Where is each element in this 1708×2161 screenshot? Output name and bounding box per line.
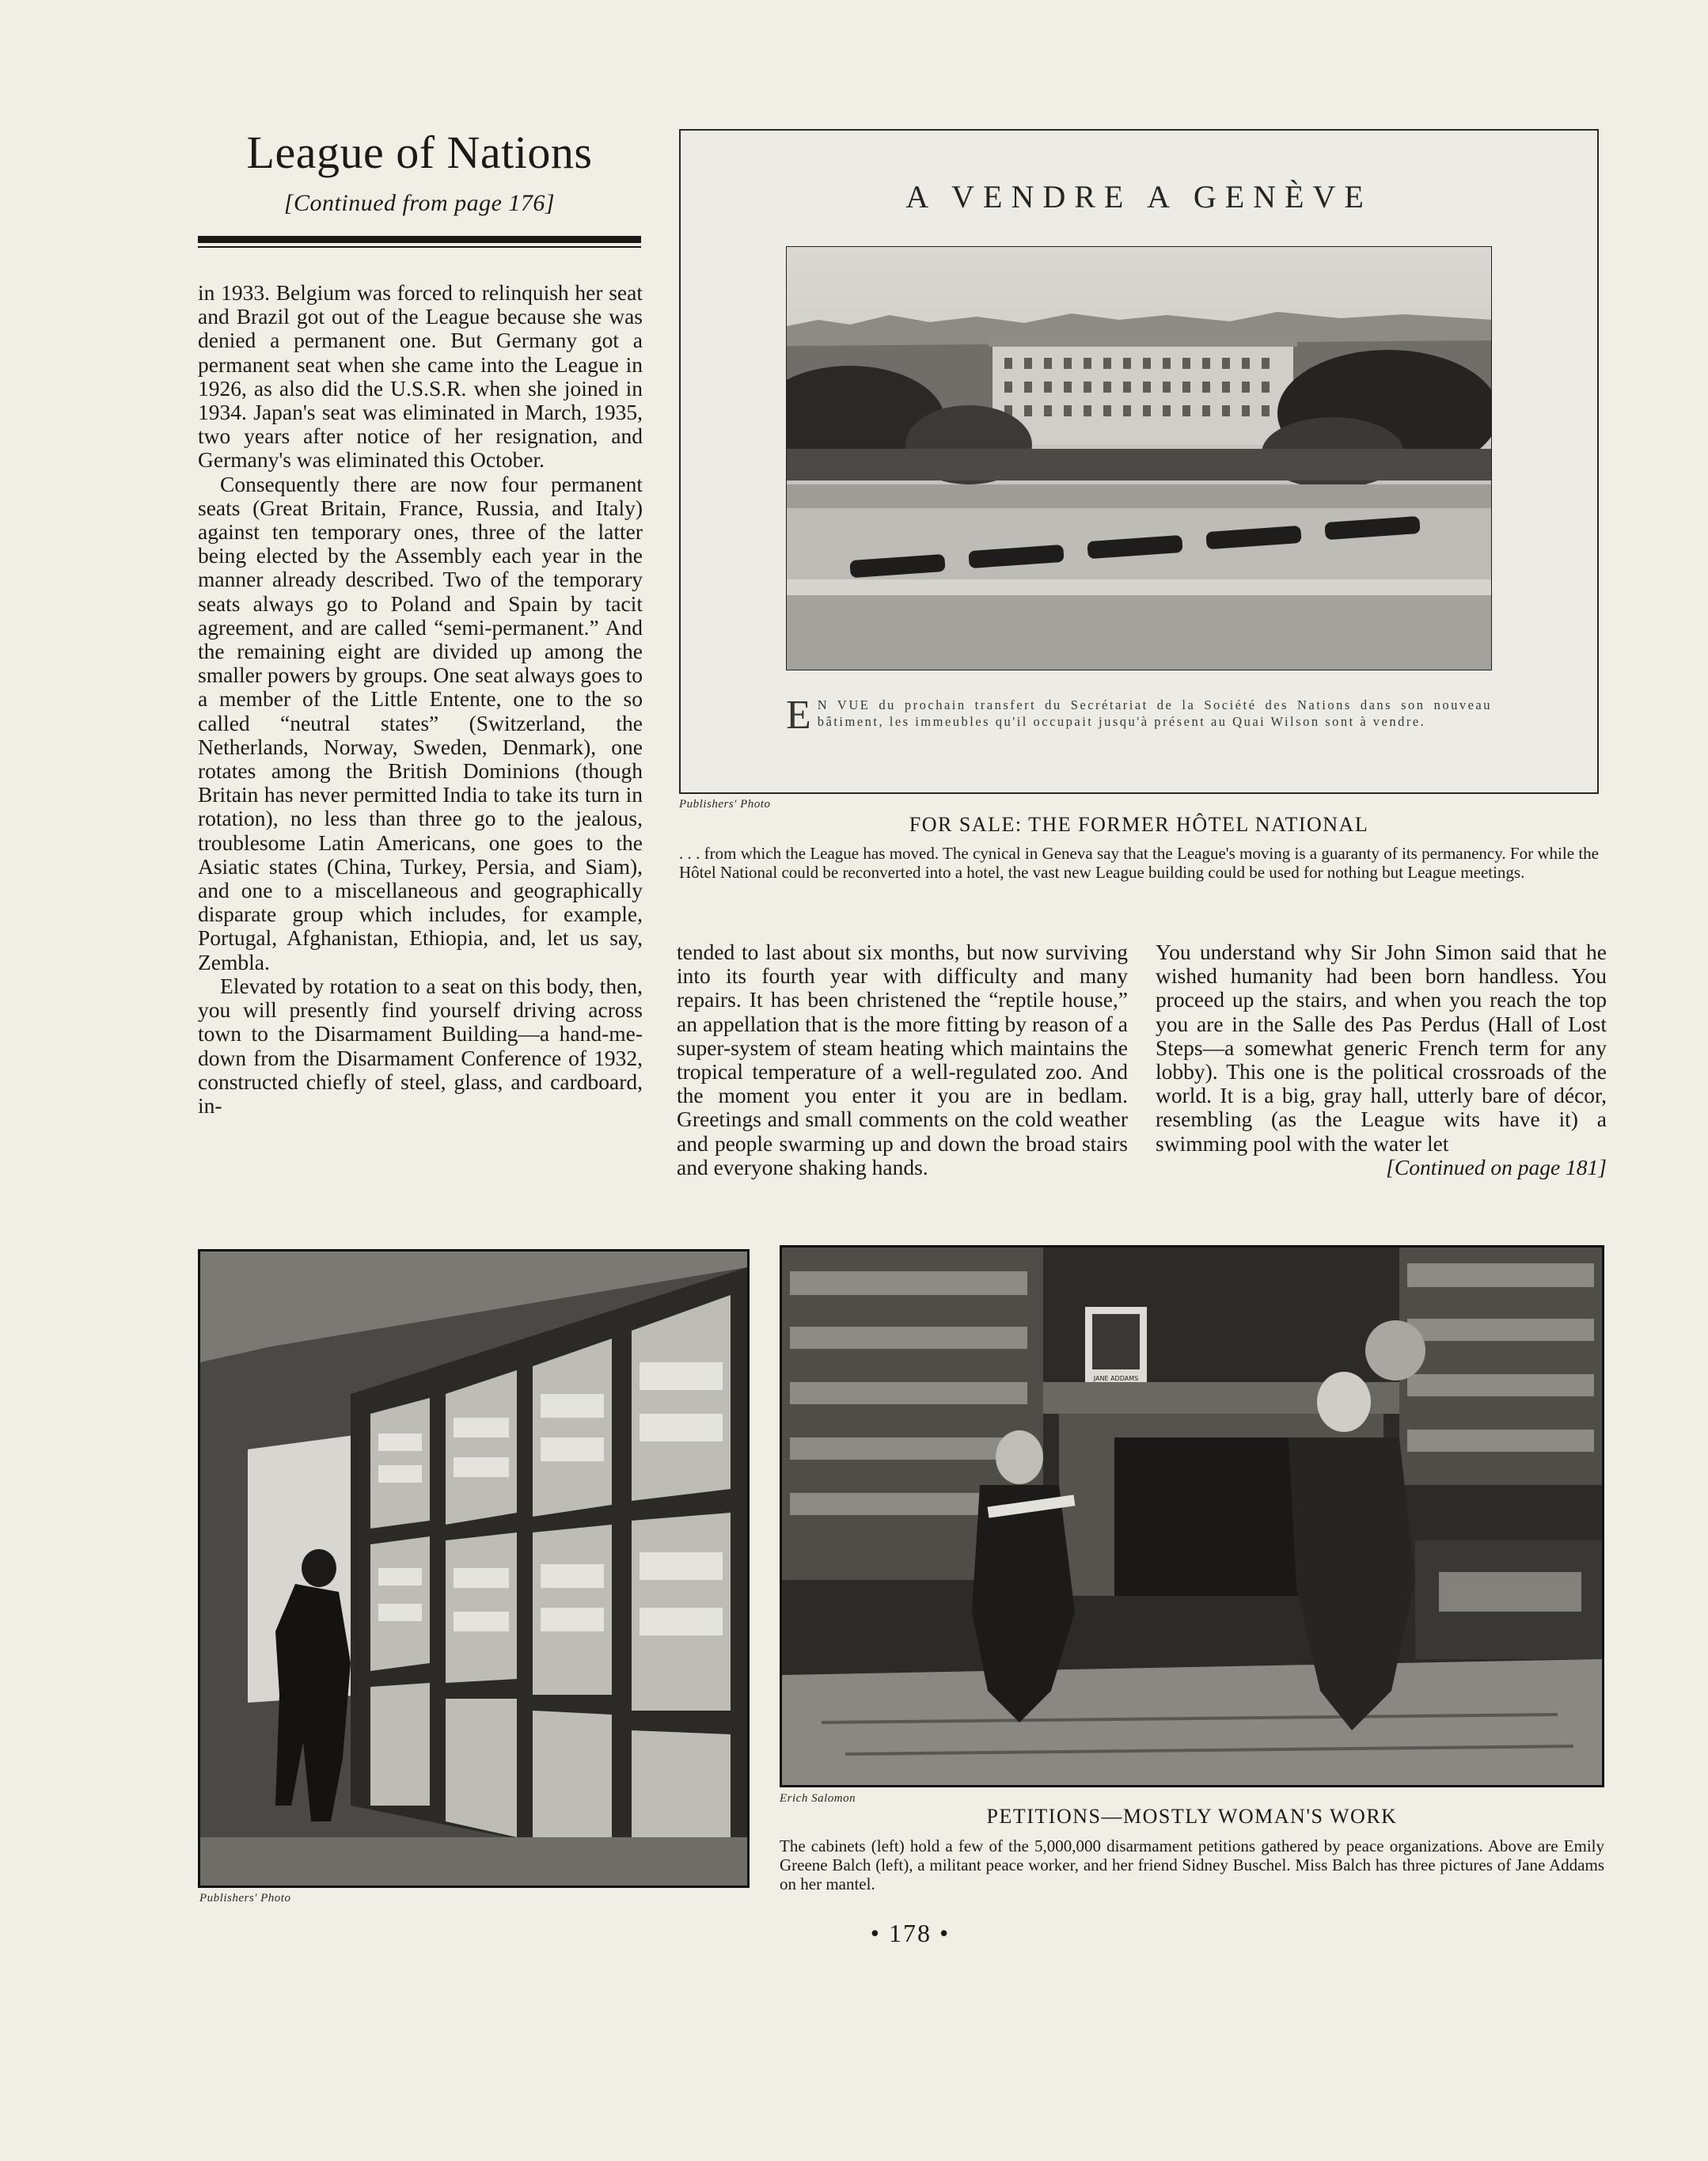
drop-cap: E (786, 693, 811, 738)
french-notice-text: N VUE du prochain transfert du Secrétariat de la Société des Nations dans son nouveau bâtiment, les immeubles qu'il occupait jusqu'à présent au Quai Wilson sont à vendre. (817, 697, 1492, 729)
paragraph: in 1933. Belgium was forced to relinquish her seat and Brazil got out of the League because she was denied a permanent one. But Germany got a permanent seat when she came into the League in 1926, as also did the U.S.S.R. when she joined in 1934. Japan's seat was eliminated in March, 1935, two years after notice of her resignation, and Germany's was eliminated this October. (198, 280, 643, 473)
photo-credit-study: Erich Salomon (780, 1792, 856, 1805)
study-image (782, 1248, 1602, 1785)
french-notice (786, 693, 1492, 738)
cabinets-image (200, 1251, 747, 1886)
paragraph: tended to last about six months, but now surviving into its fourth year with difficulty and many repairs. It has been christened the “reptile house,” an appellation that is the more fitting by reason of a super-system of steam heating which maintains the tropical temperature of a well-regulated zoo. And the moment you enter it you are in bedlam. Greetings and small comments on the cold weather and people swarming up and down the broad stairs and everyone shaking hands. (677, 940, 1128, 1179)
caption-title-petitions: PETITIONS—MOSTLY WOMAN'S WORK (986, 1805, 1398, 1828)
petition-cabinets-photo (198, 1249, 750, 1888)
paragraph: Consequently there are now four permanent seats (Great Britain, France, Russia, and Italy) against ten temporary ones, three of the latter being elected by the Assembly each year in the manner already described. Two of the temporary seats always go to Poland and Spain by tacit agreement, and are called “semi-permanent.” And the remaining eight are divided up among the smaller powers by groups. One seat always goes to a member of the Little Entente, one to the so called “neutral states” (Switzerland, the Netherlands, Norway, Sweden, Denmark), one rotates among the British Dominions (though Britain has never permitted India to take its turn in rotation), no less than three go to the jealous, troublesome Latin Americans, one goes to the Asiatic states (China, Turkey, Persia, and Siam), and one to a miscellaneous and geographically disparate group which includes, for example, Portugal, Afghanistan, Ethiopia, and, let us say, Zembla. (198, 471, 643, 974)
caption-title-hotel: FOR SALE: THE FORMER HÔTEL NATIONAL (909, 813, 1369, 836)
header-rule-thick (198, 236, 641, 243)
article-column-2 (677, 940, 1128, 1179)
continued-from-note: [Continued from page 176] (283, 190, 556, 216)
continued-on-note: [Continued on page 181] (1386, 1154, 1607, 1179)
photo-credit-cabinets: Publishers' Photo (199, 1892, 291, 1905)
balch-study-photo (780, 1245, 1604, 1787)
photo-credit-top: Publishers' Photo (679, 798, 771, 811)
paragraph: You understand why Sir John Simon said that he wished humanity had been born handless. You proceed up the stairs, and when you reach the top you are in the Salle des Pas Perdus (Hall of Lost Steps—a somewhat generic French term for any lobby). This one is the political crossroads of the world. It is a big, gray hall, utterly bare of décor, resembling (as the League wits have it) a swimming pool with the water let (1156, 940, 1607, 1156)
article-column-3 (1156, 940, 1607, 1179)
article-title: League of Nations (246, 127, 593, 178)
caption-body-petitions: The cabinets (left) hold a few of the 5,000,000 disarmament petitions gathered by peace organizations. Above are Emily Greene Balch (left), a militant peace worker, and her friend Sidney Buschel. Miss Balch has three pictures of Jane Addams on her mantel. (780, 1836, 1604, 1893)
page-number: • 178 • (870, 1919, 951, 1947)
photo-headline: A VENDRE A GENÈVE (905, 179, 1372, 215)
header-rule-thin (198, 246, 641, 248)
caption-body-hotel: . . . from which the League has moved. The cynical in Geneva say that the League's moving is a guaranty of its permanency. For while the Hôtel National could be reconverted into a hotel, the vast new League building could be used for nothing but League meetings. (679, 844, 1599, 882)
hotel-national-photo (786, 246, 1492, 670)
article-column-1 (198, 281, 643, 1118)
geneve-photo-frame (679, 129, 1599, 794)
geneva-cityscape-image (787, 247, 1492, 670)
paragraph: Elevated by rotation to a seat on this body, then, you will presently find yourself driving across town to the Disarmament Building—a hand-me-down from the Disarmament Conference of 1932, constructed chiefly of steel, glass, and cardboard, in- (198, 973, 643, 1118)
portrait-label: JANE ADDAMS (1093, 1375, 1139, 1382)
article-header (198, 125, 641, 217)
